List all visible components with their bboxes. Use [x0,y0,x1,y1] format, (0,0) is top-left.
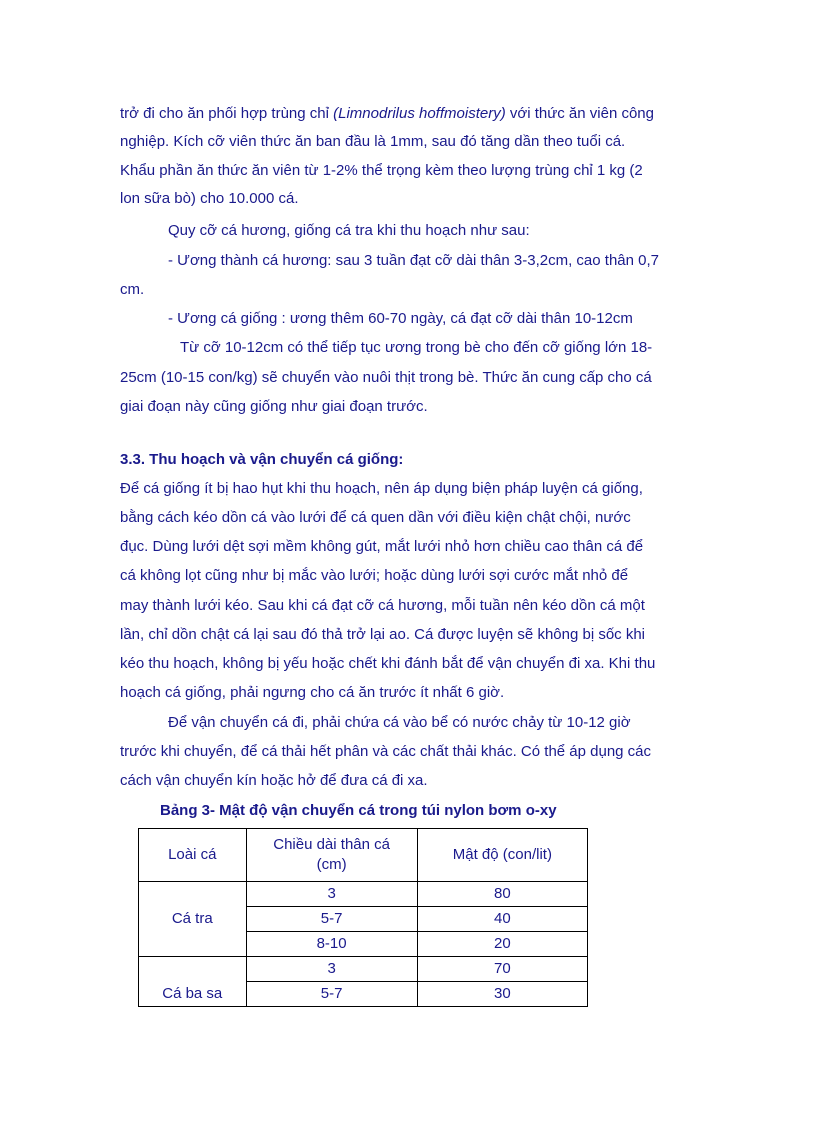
length-cell: 5-7 [246,907,417,932]
paragraph-1-line-3: Khẩu phần ăn thức ăn viên từ 1-2% thể trọng kèm theo lượng trùng chỉ 1 kg (2 [120,162,643,179]
species-cell: Cá ba sa [139,957,247,1007]
paragraph-2-line-6: 25cm (10-15 con/kg) sẽ chuyển vào nuôi thịt trong bè. Thức ăn cung cấp cho cá [120,369,652,386]
header-length-label-line-1: Chiều dài thân cá [273,836,390,853]
species-cell: Cá tra [139,882,247,957]
header-length [246,829,417,882]
paragraph-2-line-2: - Ương thành cá hương: sau 3 tuần đạt cỡ dài thân 3-3,2cm, cao thân 0,7 [168,252,659,269]
paragraph-3-line-4: cá không lọt cũng như bị mắc vào lưới; hoặc dùng lưới sợi cước mắt nhỏ để [120,567,629,584]
length-cell: 3 [246,957,417,982]
header-species-label: Loài cá [168,846,217,863]
paragraph-3-line-3: đục. Dùng lưới dệt sợi mềm không gút, mắt lưới nhỏ hơn chiều cao thân cá để [120,538,644,555]
header-species [139,829,247,882]
density-cell: 80 [417,882,587,907]
section-heading: 3.3. Thu hoạch và vận chuyển cá giống: [120,451,404,468]
paragraph-3-line-6: lần, chỉ dồn chật cá lại sau đó thả trở lại ao. Cá được luyện sẽ không bị sốc khi [120,626,646,643]
length-cell: 8-10 [246,932,417,957]
paragraph-2-line-1: Quy cỡ cá hương, giống cá tra khi thu hoạch như sau: [168,222,530,239]
paragraph-4-line-3: cách vận chuyển kín hoặc hở để đưa cá đi xa. [120,772,428,789]
species-italic-text: (Limnodrilus hoffmoistery) [333,105,506,122]
length-cell: 5-7 [246,982,417,1007]
paragraph-3-line-1: Để cá giống ít bị hao hụt khi thu hoạch, nên áp dụng biện pháp luyện cá giống, [120,480,643,497]
density-table [138,828,588,1007]
table-row [139,882,588,907]
paragraph-2-line-7: giai đoạn này cũng giống như giai đoạn trước. [120,398,428,415]
table-row [139,957,588,982]
table-header-row [139,829,588,882]
density-cell: 30 [417,982,587,1007]
paragraph-2-line-5: Từ cỡ 10-12cm có thể tiếp tục ương trong bè cho đến cỡ giống lớn 18- [180,339,653,356]
paragraph-2-line-4: - Ương cá giống : ương thêm 60-70 ngày, cá đạt cỡ dài thân 10-12cm [168,310,633,327]
paragraph-3-line-7: kéo thu hoạch, không bị yếu hoặc chết khi đánh bắt để vận chuyển đi xa. Khi thu [120,655,656,672]
header-density-label: Mật độ (con/lit) [452,846,552,863]
paragraph-3-line-2: bằng cách kéo dồn cá vào lưới để cá quen dần với điều kiện chật chội, nước [120,509,631,526]
density-cell: 40 [417,907,587,932]
paragraph-1-line-2: nghiệp. Kích cỡ viên thức ăn ban đầu là 1mm, sau đó tăng dần theo tuổi cá. [120,133,626,150]
paragraph-1-line-1 [120,104,654,124]
header-density [417,829,587,882]
paragraph-3-line-5: may thành lưới kéo. Sau khi cá đạt cỡ cá hương, mỗi tuần nên kéo dồn cá một [120,597,645,614]
density-cell: 70 [417,957,587,982]
text-span: trở đi cho ăn phối hợp trùng chỉ [120,105,334,122]
text-span: với thức ăn viên công [505,105,654,122]
paragraph-2-line-3: cm. [120,281,145,298]
density-cell: 20 [417,932,587,957]
header-length-label-line-2: (cm) [316,856,347,873]
paragraph-3-line-8: hoạch cá giống, phải ngưng cho cá ăn trước ít nhất 6 giờ. [120,684,505,701]
length-cell: 3 [246,882,417,907]
paragraph-4-line-2: trước khi chuyển, để cá thải hết phân và các chất thải khác. Có thể áp dụng các [120,743,652,760]
table-caption: Bảng 3- Mật độ vận chuyển cá trong túi nylon bơm o-xy [160,802,557,819]
paragraph-4-line-1: Để vận chuyển cá đi, phải chứa cá vào bể có nước chảy từ 10-12 giờ [168,714,631,731]
paragraph-1-line-4: lon sữa bò) cho 10.000 cá. [120,190,299,207]
